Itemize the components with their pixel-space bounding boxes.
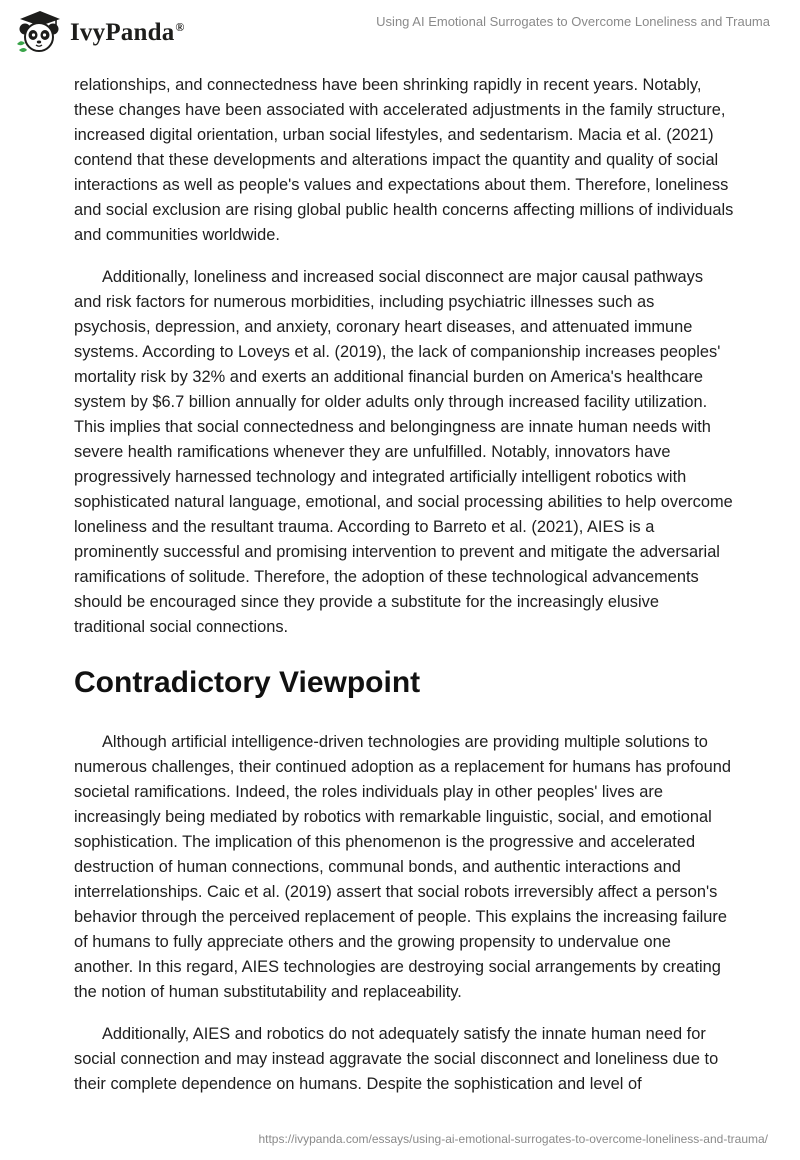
brand-logo[interactable] [14,6,185,56]
paragraph: Additionally, AIES and robotics do not adequately satisfy the innate human need for social connection and may instead aggravate the social disconnect and loneliness due to their complete dependence on humans. Despite the sophistication and level of [74,1025,719,1093]
registered-mark: ® [175,19,185,34]
paragraph: Additionally, loneliness and increased social disconnect are major causal pathways and risk factors for numerous morbidities, including psychiatric illnesses such as psychosis, depression, and anxiety, coronary heart diseases, and attenuated immune systems. According to Loveys et al. (2019), the lack of companionship increases peoples' mortality risk by 32% and exerts an additional financial burden on America's healthcare system by $6.7 billion annually for older adults only through increased facility utilization. This implies that social connectedness and belongingness are innate human needs with severe health ramifications whenever they are unfulfilled. Notably, innovators have progressively harnessed technology and integrated artificially intelligent robotics with sophisticated natural language, emotional, and social processing abilities to help overcome loneliness and the resultant trauma. According to Barreto et al. (2021), AIES is a prominently successful and promising intervention to prevent and mitigate the adversarial ramifications of solitude. Therefore, the adoption of these technological advancements should be encouraged since they provide a substitute for the increasingly elusive traditional social connections. [74,268,733,636]
essay-body [74,73,734,1114]
section-heading: Contradictory Viewpoint [74,666,421,699]
paragraph: relationships, and connectedness have been shrinking rapidly in recent years. Notably, these changes have been associated with accelerated adjustments in the family structure, increased digital orientation, urban social lifestyles, and sedentarism. Macia et al. (2021) contend that these developments and alterations impact the quantity and quality of social interactions as well as people's values and expectations about them. Therefore, loneliness and social exclusion are rising global public health concerns affecting millions of individuals and communities worldwide. [74,76,734,244]
paragraph: Although artificial intelligence-driven technologies are providing multiple solutions to numerous challenges, their continued adoption as a replacement for humans has profound societal ramifications. Indeed, the roles individuals play in other peoples' lives are increasingly being mediated by robotics with remarkable linguistic, social, and emotional sophistication. The implication of this phenomenon is the progressive and accelerated destruction of human connections, communal bonds, and authentic interactions and interrelationships. Caic et al. (2019) assert that social robots irreversibly affect a person's behavior through the perceived replacement of people. This explains the increasing failure of humans to fully appreciate others and the growing propensity to undervalue one another. In this regard, AIES technologies are destroying social arrangements by creating the notion of human substitutability and replaceability. [74,733,731,1001]
panda-graduate-icon [14,6,64,56]
brand-name: IvyPanda® [70,19,185,46]
source-url[interactable]: https://ivypanda.com/essays/using-ai-emotional-surrogates-to-overcome-loneliness-and-trauma/ [258,1132,768,1146]
document-title: Using AI Emotional Surrogates to Overcome Loneliness and Trauma [376,14,770,29]
page-header [0,0,800,72]
